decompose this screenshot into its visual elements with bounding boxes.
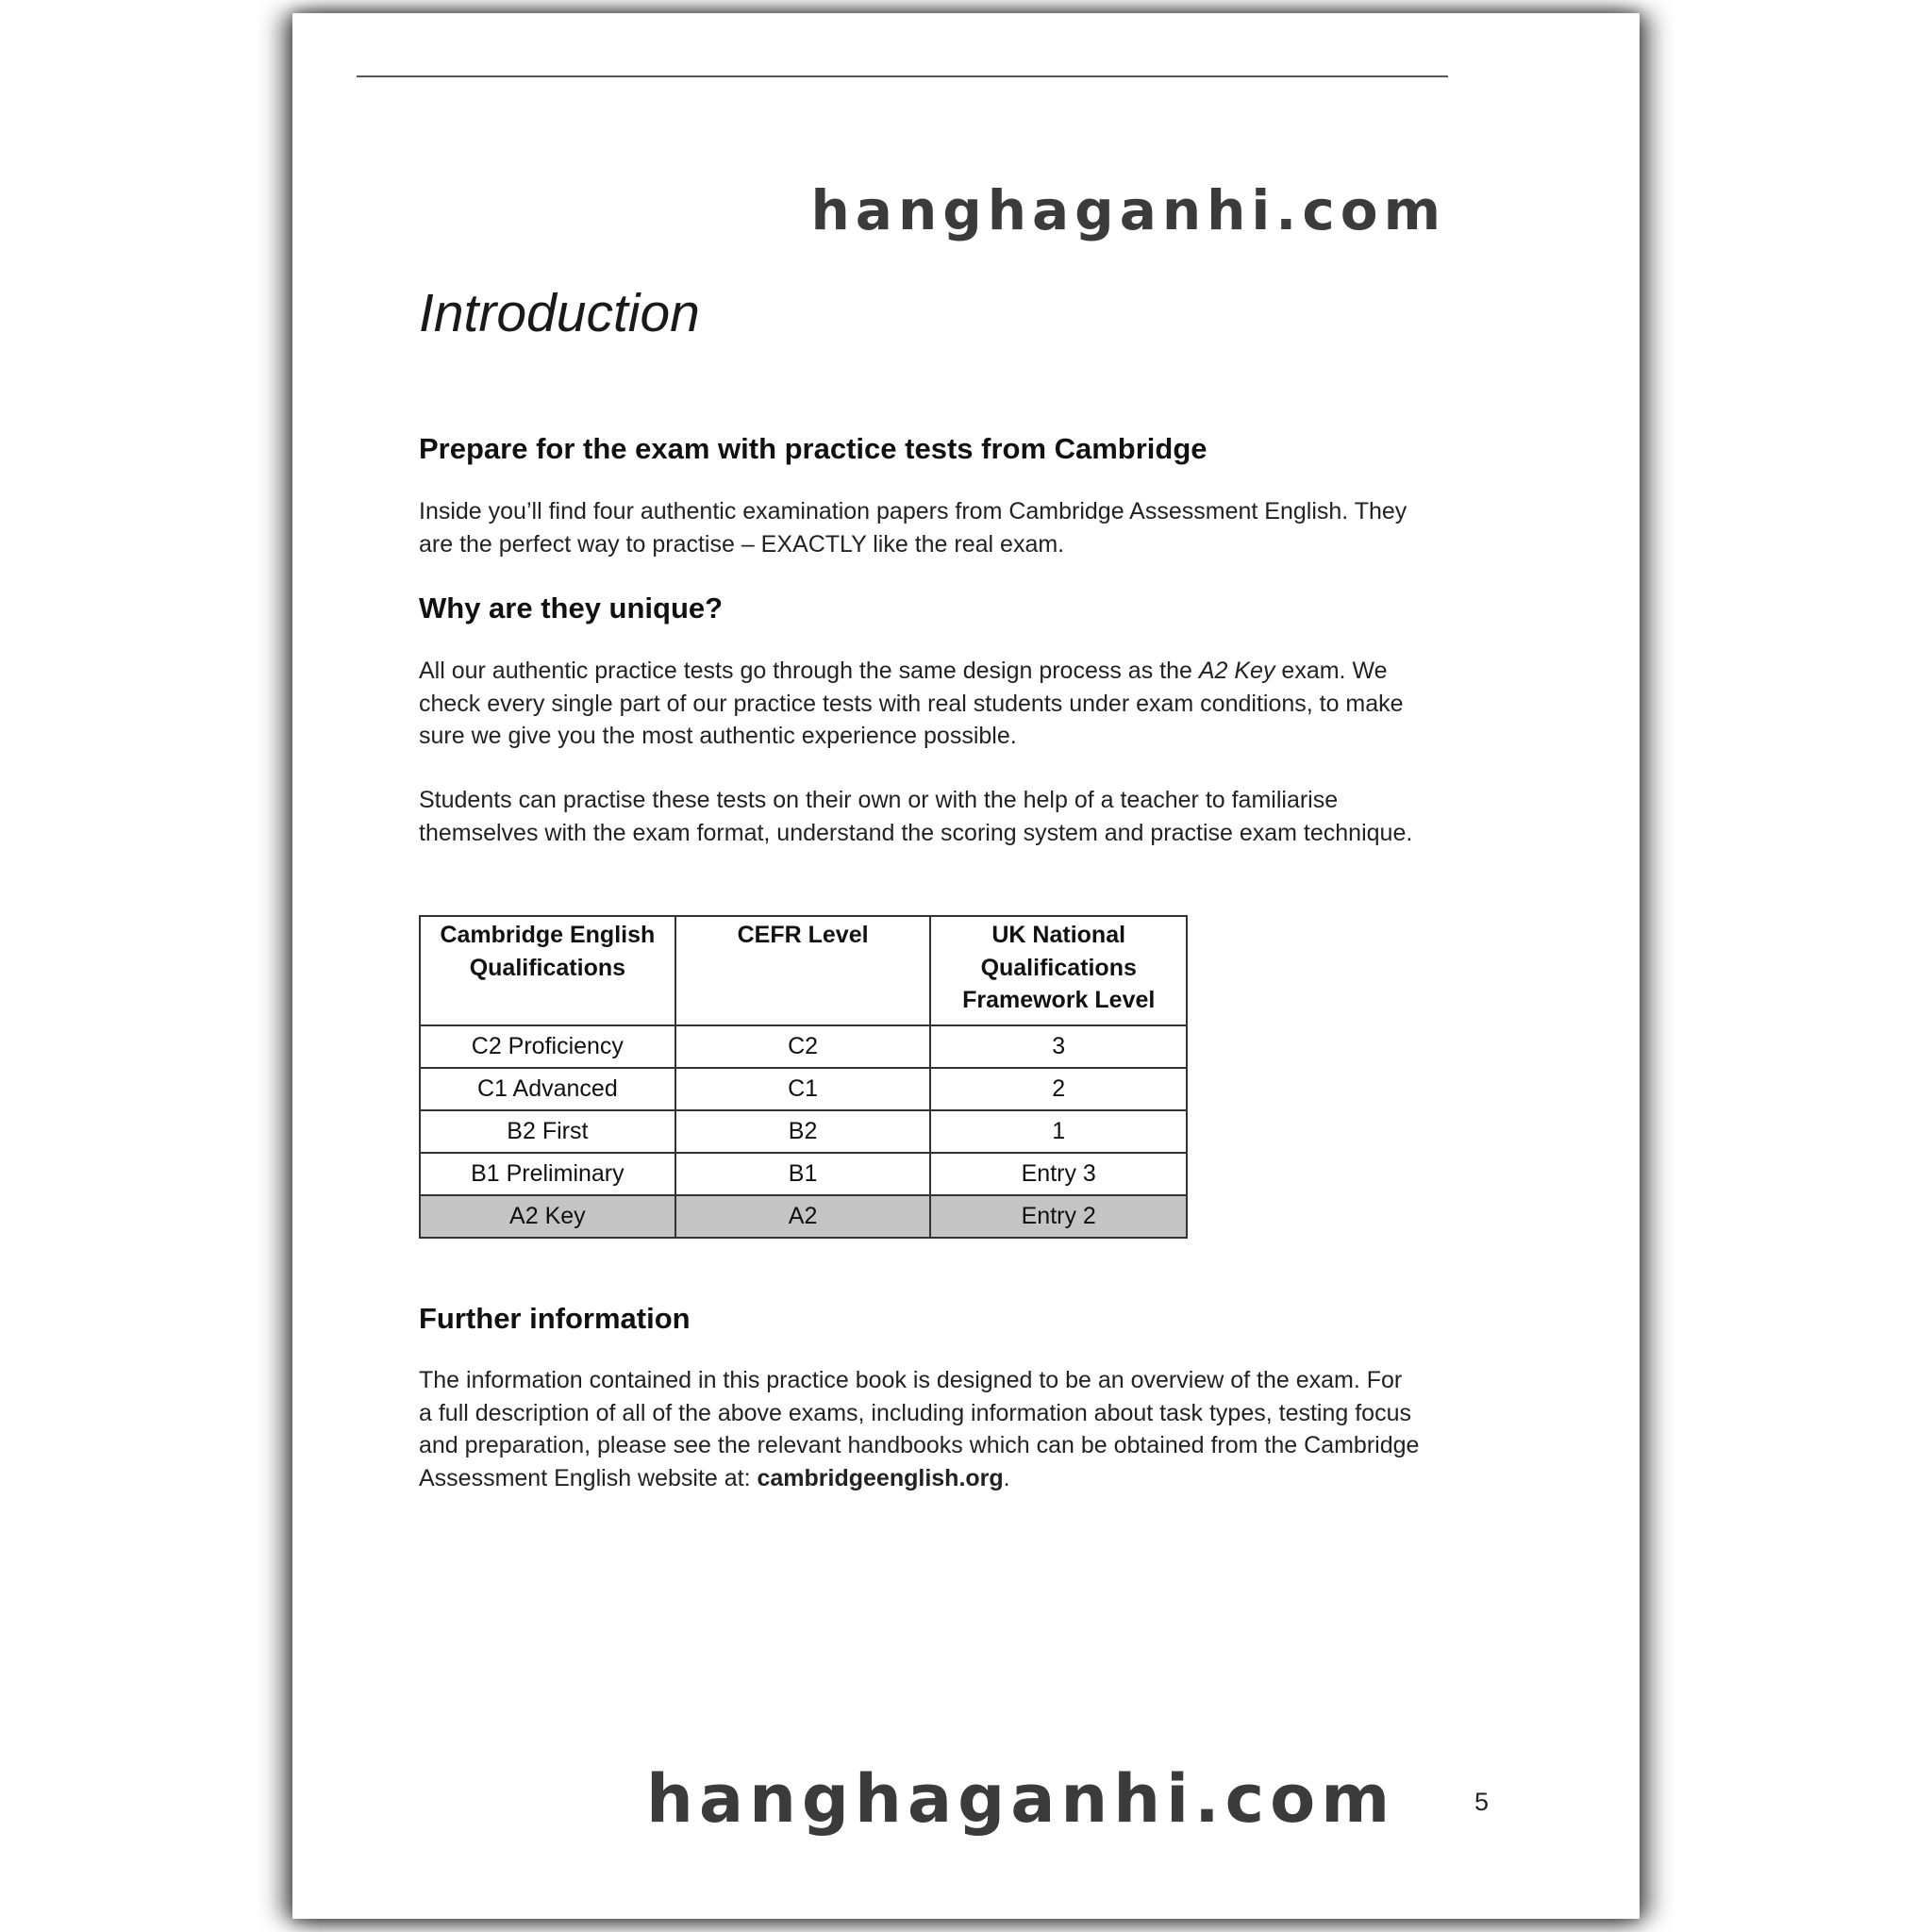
table-cell: C2 Proficiency xyxy=(420,1025,675,1068)
paragraph-line: sure we give you the most authentic experience possible. xyxy=(419,723,1017,749)
page-title: Introduction xyxy=(419,283,700,343)
paragraph-inside xyxy=(419,495,1504,560)
header-rule xyxy=(357,75,1448,77)
table-cell: 2 xyxy=(930,1068,1187,1110)
header-line: Qualifications xyxy=(980,954,1137,981)
paragraph-text: exam. We xyxy=(1274,658,1388,684)
table-row xyxy=(420,1110,1187,1153)
table-header-row xyxy=(420,916,1187,1025)
page-number: 5 xyxy=(1474,1788,1489,1816)
header-line: UK National xyxy=(991,922,1126,948)
table-row xyxy=(420,1068,1187,1110)
table-cell: C1 Advanced xyxy=(420,1068,675,1110)
header-cambridge-qualifications xyxy=(420,916,675,1025)
header-line: Cambridge English xyxy=(440,922,656,948)
table-cell: B1 Preliminary xyxy=(420,1153,675,1195)
table-cell: C2 xyxy=(675,1025,931,1068)
watermark-top: hanghaganhi.com xyxy=(810,178,1446,242)
qualifications-table xyxy=(419,915,1188,1239)
paragraph-students xyxy=(419,784,1504,849)
header-line: CEFR Level xyxy=(737,922,869,948)
table-cell: A2 xyxy=(675,1195,931,1238)
header-line: Qualifications xyxy=(469,954,626,981)
table-cell: Entry 3 xyxy=(930,1153,1187,1195)
paragraph-line: themselves with the exam format, understand the scoring system and practise exam technique. xyxy=(419,819,1413,846)
table-row xyxy=(420,1025,1187,1068)
paragraph-line: and preparation, please see the relevant handbooks which can be obtained from the Cambridge xyxy=(419,1432,1420,1458)
header-cefr-level xyxy=(675,916,931,1025)
exam-name-italic: A2 Key xyxy=(1198,658,1275,684)
table-cell: 1 xyxy=(930,1110,1187,1153)
paragraph-text: . xyxy=(1003,1464,1010,1491)
paragraph-further-information xyxy=(419,1364,1504,1494)
table-cell: B1 xyxy=(675,1153,931,1195)
document-page xyxy=(292,13,1640,1919)
paragraph-design-process xyxy=(419,655,1504,753)
paragraph-line: a full description of all of the above exams, including information about task types, testing focus xyxy=(419,1399,1411,1426)
header-uk-framework-level xyxy=(930,916,1187,1025)
heading-further-information: Further information xyxy=(419,1302,691,1335)
table-cell: B2 xyxy=(675,1110,931,1153)
heading-prepare: Prepare for the exam with practice tests from Cambridge xyxy=(419,432,1208,465)
table-cell: 3 xyxy=(930,1025,1187,1068)
paragraph-line: Inside you’ll find four authentic examination papers from Cambridge Assessment English. They xyxy=(419,498,1407,525)
paragraph-line: check every single part of our practice tests with real students under exam conditions, to make xyxy=(419,690,1404,717)
website-link[interactable]: cambridgeenglish.org xyxy=(757,1464,1004,1491)
table-row-highlighted xyxy=(420,1195,1187,1238)
table-cell: Entry 2 xyxy=(930,1195,1187,1238)
table-cell: A2 Key xyxy=(420,1195,675,1238)
table-cell: C1 xyxy=(675,1068,931,1110)
paragraph-text: Assessment English website at: xyxy=(419,1464,758,1491)
paragraph-line: are the perfect way to practise – EXACTLY like the real exam. xyxy=(419,530,1065,558)
watermark-bottom: hanghaganhi.com xyxy=(646,1760,1396,1838)
table-row xyxy=(420,1153,1187,1195)
paragraph-line: The information contained in this practice book is designed to be an overview of the exam. For xyxy=(419,1367,1403,1393)
header-line: Framework Level xyxy=(962,987,1156,1013)
paragraph-line: Students can practise these tests on their own or with the help of a teacher to familiarise xyxy=(419,787,1339,813)
table-cell: B2 First xyxy=(420,1110,675,1153)
paragraph-text: All our authentic practice tests go through the same design process as the xyxy=(419,658,1199,684)
heading-unique: Why are they unique? xyxy=(419,591,724,625)
